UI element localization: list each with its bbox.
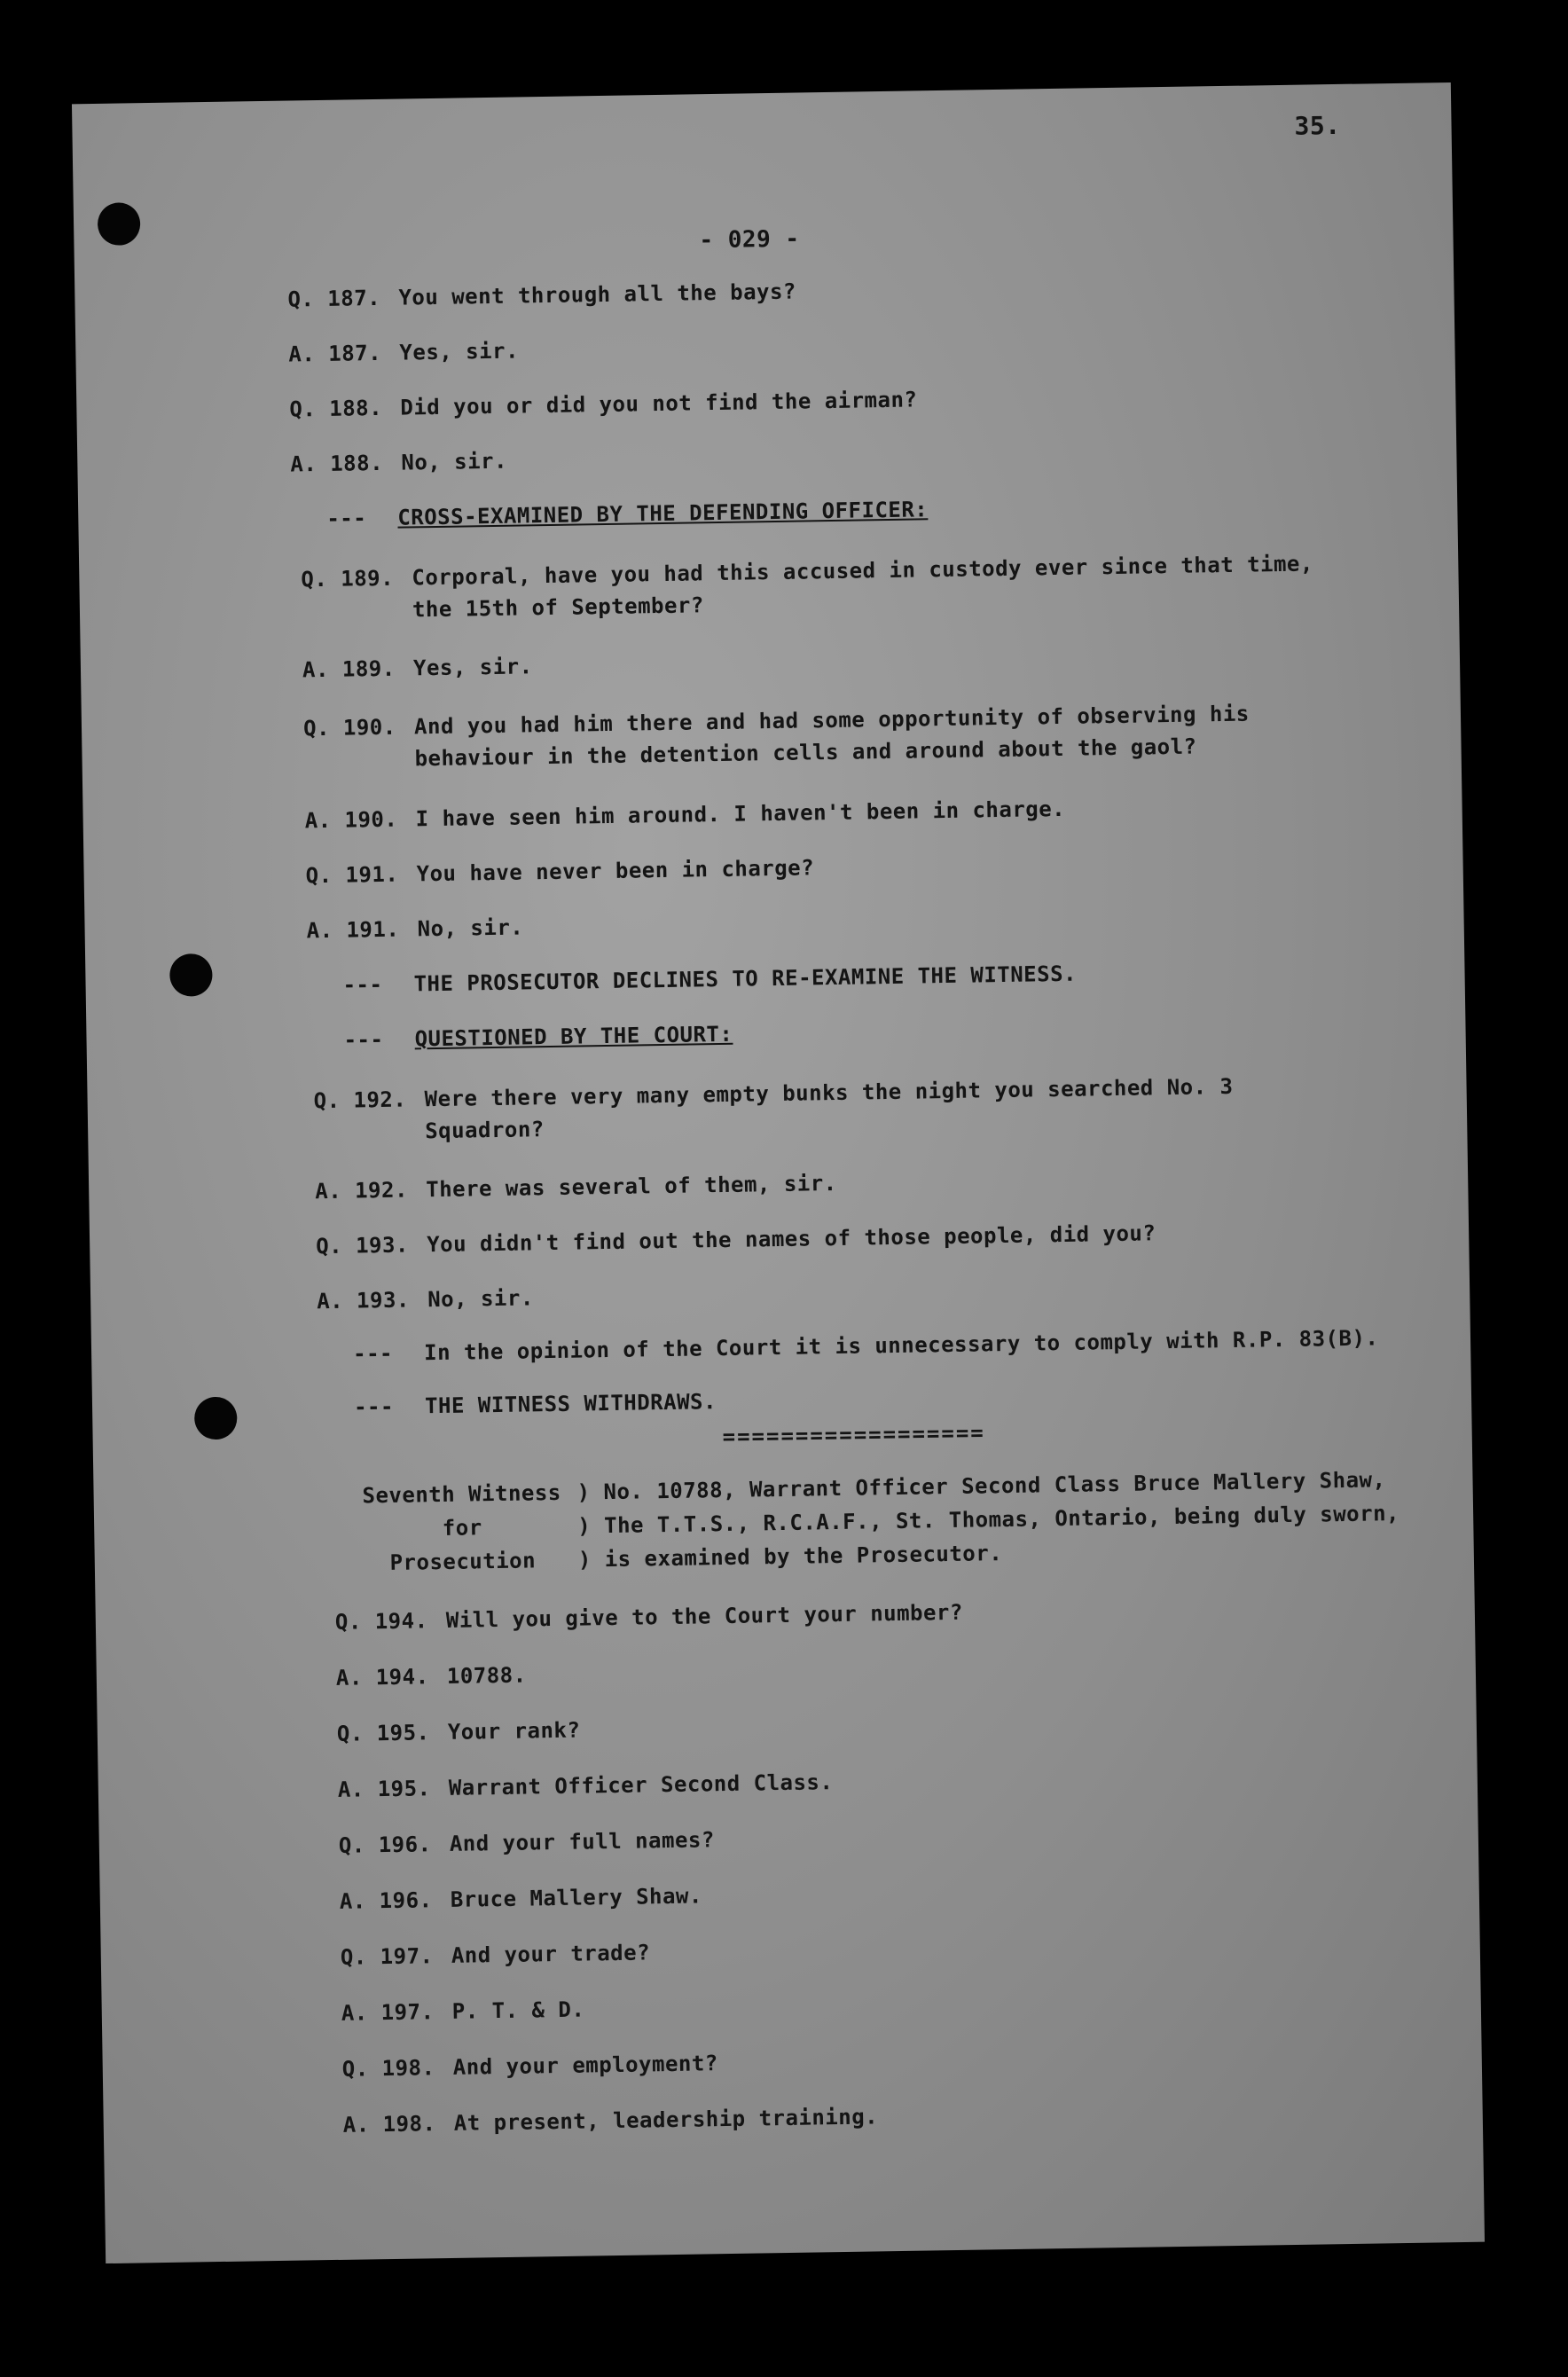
qa-line: A. 193. No, sir. xyxy=(316,1285,534,1314)
qa-line: Q. 193. You didn't find out the names of those people, did you? xyxy=(316,1220,1156,1259)
qa-line: Q. 190. And you had him there and had some opportunity of observing his behaviour in the detention cells and around about the gaol? xyxy=(302,701,1250,772)
qa-line: A. 189. Yes, sir. xyxy=(302,654,533,683)
corner-page-number: 35. xyxy=(1294,110,1341,141)
qa-line: Q. 189. Corporal, have you had this accused in custody ever since that time, the 15th of September? xyxy=(301,551,1314,623)
qa-line: Q. 192. Were there very many empty bunks the night you searched No. 3 Squadron? xyxy=(313,1073,1234,1144)
section-heading: --- QUESTIONED BY THE COURT: xyxy=(343,1021,733,1053)
qa-line: A. 188. No, sir. xyxy=(290,448,508,477)
document-page xyxy=(72,82,1485,2263)
qa-line: A. 197. P. T. & D. xyxy=(341,1997,585,2026)
section-heading: --- CROSS-EXAMINED BY THE DEFENDING OFFICER: xyxy=(326,497,929,531)
qa-line: Q. 196. And your full names? xyxy=(338,1827,716,1858)
page-number: - 029 - xyxy=(699,225,800,255)
qa-line: Q. 198. And your employment? xyxy=(341,2051,718,2082)
separator-line: ================== xyxy=(722,1420,985,1450)
qa-line: A. 196. Bruce Mallery Shaw. xyxy=(339,1883,703,1914)
qa-line: Q. 191. You have never been in charge? xyxy=(305,855,815,889)
qa-line: Q. 187. You went through all the bays? xyxy=(287,278,797,312)
section-heading: --- THE PROSECUTOR DECLINES TO RE-EXAMINE THE WITNESS. xyxy=(342,961,1078,998)
qa-line: A. 192. There was several of them, sir. xyxy=(315,1170,837,1204)
court-opinion: --- In the opinion of the Court it is unnecessary to comply with R.P. 83(B). xyxy=(352,1325,1379,1367)
qa-line: A. 187. Yes, sir. xyxy=(288,338,520,367)
qa-line: A. 194. 10788. xyxy=(335,1662,527,1691)
qa-line: Q. 188. Did you or did you not find the airman? xyxy=(289,387,918,422)
punch-hole xyxy=(98,202,141,246)
qa-line: A. 191. No, sir. xyxy=(306,914,524,944)
witness-intro: Seventh Witness for Prosecution ) No. 10788, Warrant Officer Second Class Bruce Mallery Shaw, ) The T.T.S., R.C.A.F., St. Thomas, Ontario, being duly sworn, ) is examined by the Prosecutor. xyxy=(362,1467,1400,1575)
qa-line: A. 190. I have seen him around. I haven't been in charge. xyxy=(304,796,1066,834)
qa-line: Q. 197. And your trade? xyxy=(340,1940,651,1970)
punch-hole xyxy=(169,953,213,997)
qa-line: Q. 195. Your rank? xyxy=(336,1717,581,1746)
qa-line: A. 198. At present, leadership training. xyxy=(342,2104,879,2138)
punch-hole xyxy=(194,1397,238,1440)
witness-withdraws: --- THE WITNESS WITHDRAWS. xyxy=(353,1389,717,1420)
qa-line: Q. 194. Will you give to the Court your number? xyxy=(334,1599,964,1635)
qa-line: A. 195. Warrant Officer Second Class. xyxy=(337,1769,834,1802)
